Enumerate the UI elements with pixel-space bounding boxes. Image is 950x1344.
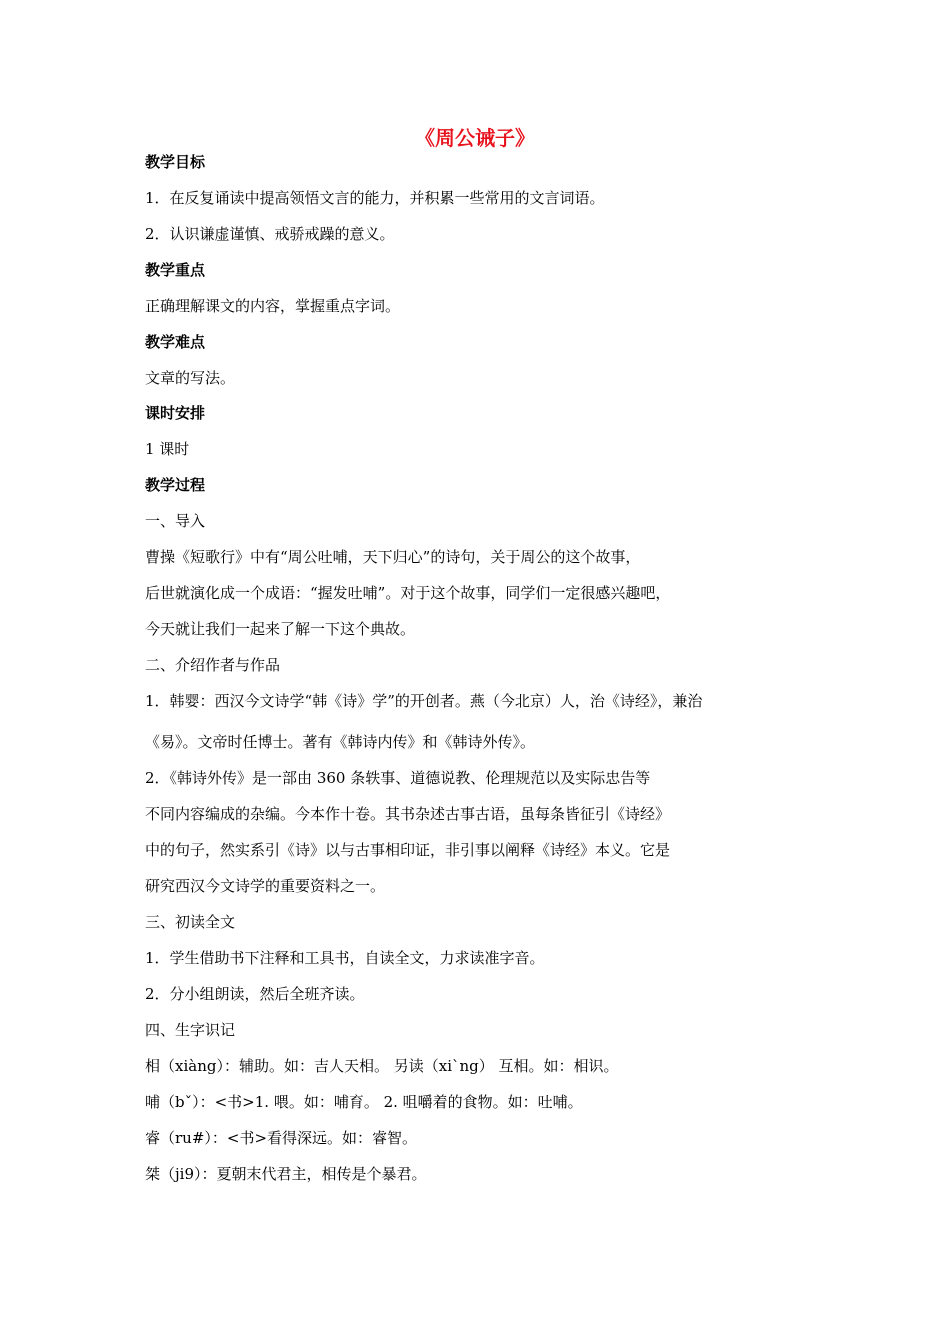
paragraph-line: 中的句子，然实系引《诗》以与古事相印证，非引事以阐释《诗经》本义。它是: [145, 841, 671, 859]
paragraph-line: 2．分小组朗读，然后全班齐读。: [145, 985, 365, 1003]
vocabulary-entry: 桀（ji9）：夏朝末代君主，相传是个暴君。: [145, 1165, 427, 1183]
subsection-heading: 二、介绍作者与作品: [145, 656, 281, 674]
subsection-heading: 三、初读全文: [145, 913, 236, 931]
section-heading-key-points: 教学重点: [145, 261, 206, 279]
paragraph-line: 后世就演化成一个成语：“握发吐哺”。对于这个故事，同学们一定很感兴趣吧，: [145, 584, 671, 602]
paragraph-line: 《易》。文帝时任博士。著有《韩诗内传》和《韩诗外传》。: [145, 733, 536, 751]
section-heading-process: 教学过程: [145, 476, 206, 494]
paragraph-line: 2．《韩诗外传》是一部由 360 条轶事、道德说教、伦理规范以及实际忠告等: [145, 769, 651, 787]
paragraph-line: 不同内容编成的杂编。今本作十卷。其书杂述古事古语，虽每条皆征引《诗经》: [145, 805, 671, 823]
section-heading-objectives: 教学目标: [145, 153, 206, 171]
paragraph-line: 1 课时: [145, 440, 190, 458]
paragraph-line: 正确理解课文的内容，掌握重点字词。: [145, 297, 401, 315]
paragraph-line: 1．学生借助书下注释和工具书，自读全文，力求读准字音。: [145, 949, 545, 967]
subsection-heading: 四、生字识记: [145, 1021, 236, 1039]
paragraph-line: 研究西汉今文诗学的重要资料之一。: [145, 877, 386, 895]
document-title: 《周公诫子》: [415, 126, 535, 150]
subsection-heading: 一、导入: [145, 512, 206, 530]
vocabulary-entry: 相（xiàng）：辅助。如：吉人天相。 另读（xi`ng） 互相。如：相识。: [145, 1057, 619, 1075]
paragraph-line: 今天就让我们一起来了解一下这个典故。: [145, 620, 416, 638]
vocabulary-entry: 哺（bˇ）：<书>1. 喂。如：哺育。 2. 咀嚼着的食物。如：吐哺。: [145, 1093, 583, 1111]
paragraph-line: 1．韩婴：西汉今文诗学“韩《诗》学”的开创者。燕（今北京）人，治《诗经》，兼治: [145, 692, 703, 710]
paragraph-line: 文章的写法。: [145, 369, 236, 387]
paragraph-line: 曹操《短歌行》中有“周公吐哺，天下归心”的诗句，关于周公的这个故事，: [145, 548, 641, 566]
vocabulary-entry: 睿（ru#）：<书>看得深远。如：睿智。: [145, 1129, 418, 1147]
section-heading-difficulties: 教学难点: [145, 333, 206, 351]
section-heading-schedule: 课时安排: [145, 404, 206, 422]
paragraph-line: 1．在反复诵读中提高领悟文言的能力，并积累一些常用的文言词语。: [145, 189, 605, 207]
paragraph-line: 2．认识谦虚谨慎、戒骄戒躁的意义。: [145, 225, 395, 243]
